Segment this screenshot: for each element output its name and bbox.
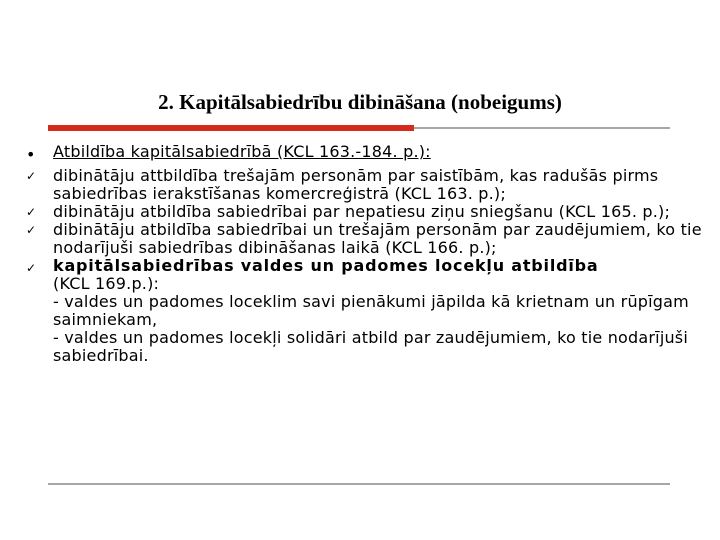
list-item-bold-text: kapitālsabiedrības valdes un padomes locekļu atbildība (53, 256, 599, 275)
bullet-icon: • (26, 145, 36, 164)
title-divider-rule (414, 127, 670, 129)
list-item-text: dibinātāju atbildība sabiedrībai par nepatiesu ziņu sniegšanu (KCL 165. p.); (53, 202, 671, 221)
checkmark-icon: ✓ (26, 223, 37, 237)
content-list (0, 143, 720, 365)
list-item (0, 203, 720, 221)
list-heading (0, 142, 720, 164)
list-item-body (53, 257, 713, 365)
list-item-text: dibinātāju attbildība trešajām personām par saistībām, kas radušās pirms sabiedrības ierakstīšanas komercreģistrā (KCL 163. p.); (53, 166, 659, 203)
list-item (0, 221, 720, 257)
footer-divider-rule (48, 483, 670, 485)
title-accent-rule (48, 125, 414, 131)
checkmark-icon: ✓ (26, 261, 37, 275)
list-item-line: - valdes un padomes locekļi solidāri atbild par zaudējumiem, ko tie nodarījuši sabiedrībai. (53, 328, 688, 365)
list-item (0, 257, 720, 365)
list-item (0, 167, 720, 203)
list-item-text: dibinātāju atbildība sabiedrībai un trešajām personām par zaudējumiem, ko tie nodarījuši sabiedrības dibināšanas laikā (KCL 166. p.); (53, 220, 702, 257)
checkmark-icon: ✓ (26, 169, 37, 183)
page-title: 2. Kapitālsabiedrību dibināšana (nobeigums) (158, 90, 562, 114)
list-item-line: (KCL 169.p.): (53, 274, 160, 293)
checkmark-icon: ✓ (26, 205, 37, 219)
list-item-line: - valdes un padomes loceklim savi pienākumi jāpilda kā krietnam un rūpīgam saimniekam, (53, 292, 689, 329)
heading-text: Atbildība kapitālsabiedrībā (KCL 163.-184. p.): (53, 142, 431, 161)
